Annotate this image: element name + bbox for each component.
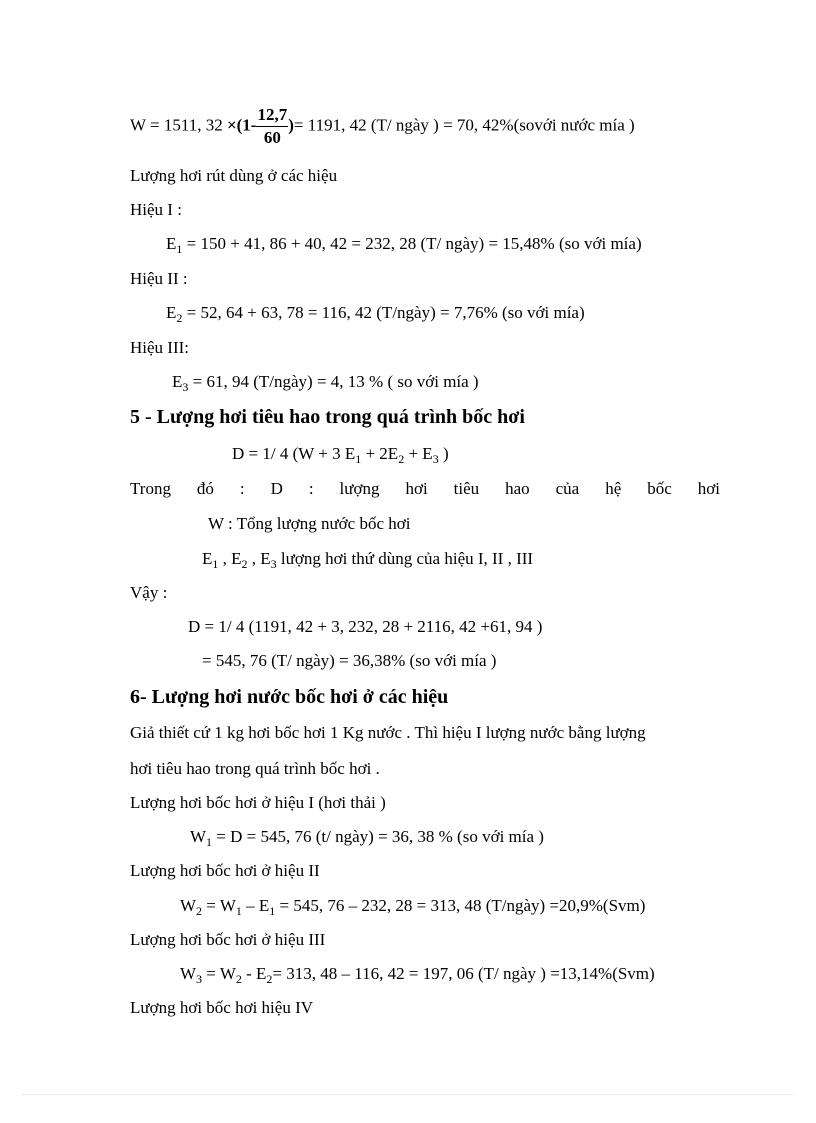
formula-w xyxy=(130,104,635,149)
e-subscript: 3 xyxy=(182,380,189,394)
formula-w1 xyxy=(190,826,544,848)
e-symbol: E xyxy=(202,549,213,568)
d-calc-line-1: D = 1/ 4 (1191, 42 + 3, 232, 28 + 2116, 42 +61, 94 ) xyxy=(188,617,543,636)
formula-d-part: ) xyxy=(438,444,449,463)
word: đó xyxy=(196,479,214,498)
word: lượng xyxy=(339,479,380,498)
word: D xyxy=(270,479,283,498)
heading-section-5: 5 - Lượng hơi tiêu hao trong quá trình bốc hơi xyxy=(130,406,525,428)
subscript: 1 xyxy=(235,904,242,918)
formula-d-part: + 2E xyxy=(361,444,399,463)
fraction-denominator: 60 xyxy=(263,128,281,147)
e-symbol: E xyxy=(166,234,177,253)
word: của xyxy=(555,479,580,498)
formula-w1-rest: = D = 545, 76 (t/ ngày) = 36, 38 % (so với mía ) xyxy=(212,827,544,846)
label-vay: Vậy : xyxy=(130,583,168,602)
subscript: 2 xyxy=(241,557,248,571)
e-subscript: 1 xyxy=(176,242,183,256)
trong-do-line xyxy=(130,478,720,500)
times-sign: × xyxy=(226,115,237,135)
formula-e2 xyxy=(166,302,585,324)
w-symbol: W xyxy=(190,827,207,846)
subscript: 1 xyxy=(269,904,276,918)
e-def-part: , E xyxy=(247,549,271,568)
paren-close: ) xyxy=(288,115,294,135)
subscript: 3 xyxy=(196,972,203,986)
formula-w-pre: W = 1511, 32 xyxy=(130,115,227,135)
formula-e3 xyxy=(172,371,479,393)
formula-w3 xyxy=(180,963,655,985)
formula-part: = 545, 76 – 232, 28 = 313, 48 (T/ngày) =20,9%(Svm) xyxy=(275,896,646,915)
paragraph-6-line-1: Giả thiết cứ 1 kg hơi bốc hơi 1 Kg nước . Thì hiệu I lượng nước bằng lượng xyxy=(130,723,646,742)
e-subscript: 2 xyxy=(176,311,183,325)
word: hệ xyxy=(605,479,622,498)
label-w1: Lượng hơi bốc hơi ở hiệu I (hơi thải ) xyxy=(130,793,386,812)
w-definition: W : Tổng lượng nước bốc hơi xyxy=(208,514,411,533)
subscript: 2 xyxy=(235,972,242,986)
word: Trong xyxy=(130,479,171,498)
formula-e3-rest: = 61, 94 (T/ngày) = 4, 13 % ( so với mía ) xyxy=(188,372,479,391)
word: : xyxy=(308,479,314,498)
subscript: 1 xyxy=(355,452,362,466)
formula-part: = 313, 48 – 116, 42 = 197, 06 (T/ ngày ) =13,14%(Svm) xyxy=(272,964,655,983)
formula-part: - E xyxy=(241,964,267,983)
e-symbol: E xyxy=(172,372,183,391)
formula-w-post: = 1191, 42 (T/ ngày ) = 70, 42%(sovới nước mía ) xyxy=(293,115,635,135)
formula-d-part: D = 1/ 4 (W + 3 E xyxy=(232,444,356,463)
subscript: 1 xyxy=(212,557,219,571)
formula-part: = W xyxy=(202,964,236,983)
word: : xyxy=(239,479,245,498)
subscript: 2 xyxy=(196,904,203,918)
footer-dotted-line xyxy=(22,1094,794,1095)
formula-part: – E xyxy=(241,896,270,915)
paragraph-6-line-2: hơi tiêu hao trong quá trình bốc hơi . xyxy=(130,759,380,778)
formula-d-part: + E xyxy=(404,444,433,463)
word: hơi xyxy=(697,479,720,498)
label-hieu-1: Hiệu I : xyxy=(130,200,182,219)
w-symbol: W xyxy=(180,964,197,983)
fraction-numerator: 12,7 xyxy=(256,104,288,127)
formula-e1 xyxy=(166,233,642,255)
word: hao xyxy=(505,479,530,498)
e-symbol: E xyxy=(166,303,177,322)
e-def-part: , E xyxy=(218,549,242,568)
subscript: 2 xyxy=(266,972,273,986)
w-symbol: W xyxy=(180,896,197,915)
subscript: 3 xyxy=(432,452,439,466)
formula-part: = W xyxy=(202,896,236,915)
subscript: 1 xyxy=(206,835,213,849)
e-definition xyxy=(202,548,533,570)
formula-w2 xyxy=(180,895,645,917)
subscript: 2 xyxy=(398,452,405,466)
formula-e1-rest: = 150 + 41, 86 + 40, 42 = 232, 28 (T/ ngày) = 15,48% (so với mía) xyxy=(182,234,642,253)
text-luong-hoi-rut: Lượng hơi rút dùng ở các hiệu xyxy=(130,166,338,185)
subscript: 3 xyxy=(270,557,277,571)
word: tiêu xyxy=(453,479,480,498)
e-def-part: lượng hơi thứ dùng của hiệu I, II , III xyxy=(276,549,534,568)
paren-open: (1- xyxy=(236,115,257,135)
label-w3: Lượng hơi bốc hơi ở hiệu III xyxy=(130,930,326,949)
fraction xyxy=(256,104,288,149)
label-w4: Lượng hơi bốc hơi hiệu IV xyxy=(130,998,314,1017)
d-calc-line-2: = 545, 76 (T/ ngày) = 36,38% (so với mía ) xyxy=(202,651,497,670)
heading-section-6: 6- Lượng hơi nước bốc hơi ở các hiệu xyxy=(130,686,449,708)
word: bốc xyxy=(647,479,672,498)
label-hieu-2: Hiệu II : xyxy=(130,269,188,288)
formula-e2-rest: = 52, 64 + 63, 78 = 116, 42 (T/ngày) = 7,76% (so với mía) xyxy=(182,303,585,322)
label-w2: Lượng hơi bốc hơi ở hiệu II xyxy=(130,861,320,880)
label-hieu-3: Hiệu III: xyxy=(130,338,190,357)
word: hơi xyxy=(405,479,428,498)
formula-d xyxy=(232,443,449,465)
